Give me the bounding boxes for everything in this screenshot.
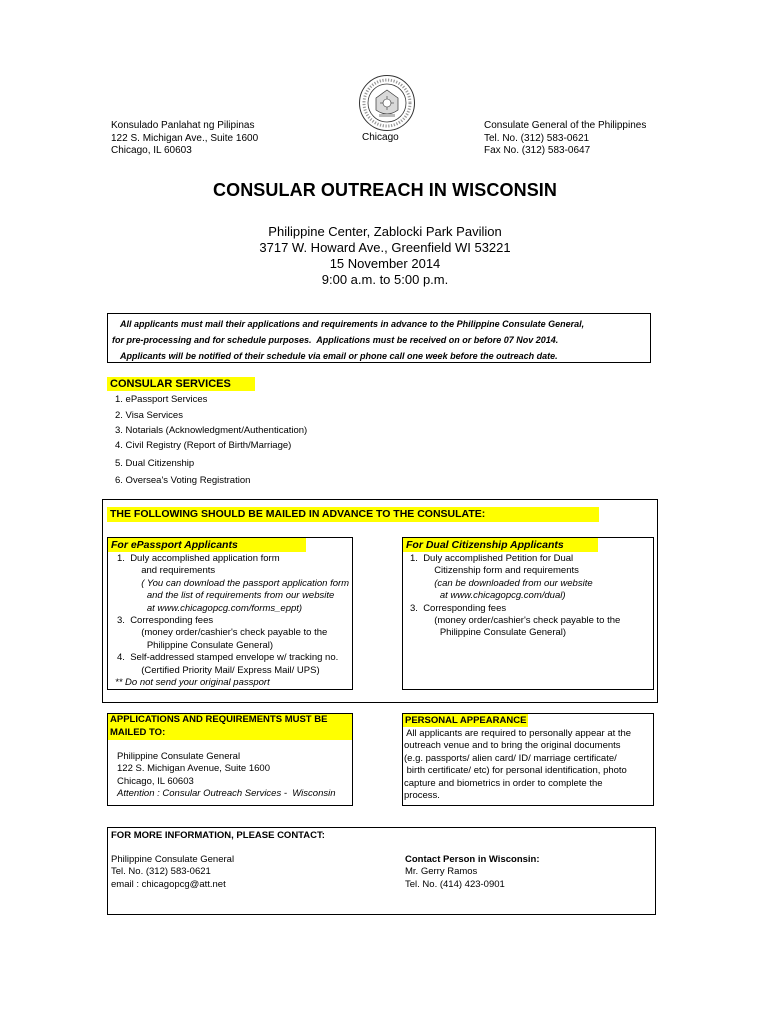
- requirement-line: (money order/cashier's check payable to the: [421, 615, 621, 627]
- header-left: [111, 120, 258, 158]
- requirement-line: and the list of requirements from our website: [131, 590, 335, 602]
- address-line: Attention : Consular Outreach Services - Wisconsin: [117, 788, 336, 800]
- requirement-line: 1. Duly accomplished Petition for Dual: [410, 553, 574, 564]
- epassport-requirements: [117, 553, 349, 689]
- contact-person-title: Contact Person in Wisconsin:: [405, 854, 540, 865]
- dfa-seal-icon: [358, 74, 416, 132]
- address-line: 122 S. Michigan Avenue, Suite 1600: [117, 763, 270, 775]
- notice-line: Applicants will be notified of their schedule via email or phone call one week before the outreach date.: [120, 351, 558, 361]
- requirement-line: 3. Corresponding fees: [117, 615, 214, 627]
- address-line: Philippine Consulate General: [117, 751, 241, 762]
- event-date: 15 November 2014: [329, 256, 441, 271]
- requirement-line: 1. Duly accomplished application form: [117, 553, 280, 564]
- appearance-line: (e.g. passports/ alien card/ ID/ marriage certificate/: [404, 752, 617, 764]
- address-line: Chicago, IL 60603: [117, 775, 194, 787]
- requirement-line: ** Do not send your original passport: [115, 677, 270, 689]
- header-left-line: Konsulado Panlahat ng Pilipinas: [111, 120, 255, 131]
- header-right-line: Tel. No. (312) 583-0621: [484, 132, 590, 144]
- contact-wisconsin: [405, 854, 540, 891]
- mailed-to-address: [117, 751, 336, 801]
- service-item: 5. Dual Citizenship: [115, 458, 195, 469]
- requirement-line: and requirements: [128, 565, 216, 577]
- requirement-line: (Certified Priority Mail/ Express Mail/ UPS): [128, 664, 320, 676]
- appearance-line: birth certificate/ etc) for personal identification, photo: [404, 765, 627, 777]
- contact-line: email : chicagopcg@att.net: [111, 878, 226, 890]
- requirement-line: Philippine Consulate General): [131, 639, 274, 651]
- epassport-title: For ePassport Applicants: [108, 538, 306, 552]
- event-time: 9:00 a.m. to 5:00 p.m.: [321, 272, 449, 287]
- services-title: CONSULAR SERVICES: [107, 377, 255, 391]
- mailed-to-title-line: APPLICATIONS AND REQUIREMENTS MUST BE: [110, 714, 328, 725]
- notice-box: [107, 313, 651, 363]
- document-title: CONSULAR OUTREACH IN WISCONSIN: [213, 180, 557, 200]
- appearance-line: All applicants are required to personally appear at the: [404, 728, 632, 739]
- dual-citizenship-requirements: [410, 553, 620, 640]
- appearance-line: outreach venue and to bring the original documents: [404, 740, 621, 752]
- event-details: [0, 224, 770, 288]
- service-item: 3. Notarials (Acknowledgment/Authentication): [115, 425, 308, 436]
- contact-title: FOR MORE INFORMATION, PLEASE CONTACT:: [111, 830, 325, 841]
- requirement-line: 4. Self-addressed stamped envelope w/ tracking no.: [117, 652, 339, 664]
- header-right-line: Fax No. (312) 583-0647: [484, 145, 591, 156]
- dual-citizenship-title: For Dual Citizenship Applicants: [403, 538, 598, 552]
- personal-appearance-title: PERSONAL APPEARANCE: [405, 715, 527, 726]
- contact-line: Tel. No. (312) 583-0621: [111, 866, 211, 878]
- requirement-line: at www.chicagopcg.com/dual): [424, 590, 566, 602]
- header-left-line: Chicago, IL 60603: [111, 145, 192, 156]
- requirement-line: ( You can download the passport application form: [128, 577, 350, 589]
- requirement-line: Philippine Consulate General): [424, 627, 567, 639]
- mailed-to-title-line: MAILED TO:: [110, 726, 166, 738]
- requirement-line: (money order/cashier's check payable to the: [128, 627, 328, 639]
- requirement-line: Citizenship form and requirements: [421, 565, 579, 577]
- appearance-line: process.: [404, 790, 440, 802]
- notice-line: All applicants must mail their applications and requirements in advance to the Philippine Consulate General,: [120, 319, 585, 329]
- event-address: 3717 W. Howard Ave., Greenfield WI 53221: [259, 240, 511, 255]
- header-right-line: Consulate General of the Philippines: [484, 120, 647, 131]
- mail-section-title: THE FOLLOWING SHOULD BE MAILED IN ADVANCE TO THE CONSULATE:: [107, 507, 599, 522]
- requirement-line: 3. Corresponding fees: [410, 602, 507, 614]
- header-left-line: 122 S. Michigan Ave., Suite 1600: [111, 132, 259, 144]
- mailed-to-title: [108, 714, 352, 740]
- contact-line: Tel. No. (414) 423-0901: [405, 878, 505, 890]
- event-venue: Philippine Center, Zablocki Park Pavilion: [268, 224, 502, 239]
- service-item: 4. Civil Registry (Report of Birth/Marriage): [115, 440, 292, 451]
- personal-appearance-text: [404, 728, 631, 802]
- service-item: 6. Oversea's Voting Registration: [115, 475, 251, 486]
- service-item: 1. ePassport Services: [115, 394, 208, 405]
- header-right: [484, 120, 646, 158]
- requirement-line: at www.chicagopcg.com/forms_eppt): [131, 602, 303, 614]
- contact-line: Mr. Gerry Ramos: [405, 866, 478, 878]
- header-center: Chicago: [362, 132, 399, 143]
- service-item: 2. Visa Services: [115, 410, 183, 421]
- appearance-line: capture and biometrics in order to complete the: [404, 777, 603, 789]
- requirement-line: (can be downloaded from our website: [421, 577, 593, 589]
- notice-line: for pre-processing and for schedule purposes. Applications must be received on or before 07 Nov 2014.: [112, 335, 559, 345]
- contact-line: Philippine Consulate General: [111, 854, 235, 865]
- contact-consulate: [111, 854, 234, 891]
